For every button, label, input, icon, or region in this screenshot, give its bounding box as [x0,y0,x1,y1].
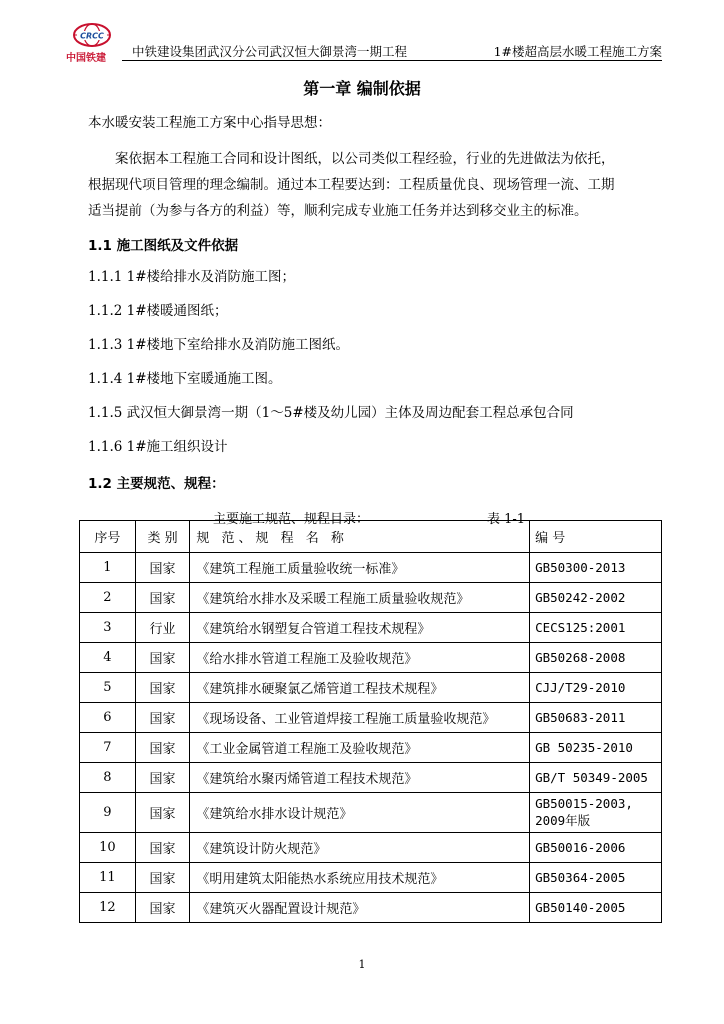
cell-no: 6 [80,703,136,733]
cell-code: GB 50235-2010 [530,733,662,763]
cell-category: 国家 [135,733,190,763]
cell-no: 1 [80,553,136,583]
cell-no: 2 [80,583,136,613]
table-row [80,613,662,643]
header-name: 规 范、规 程 名 称 [190,521,530,553]
cell-code: GB/T 50349-2005 [530,763,662,793]
table-row [80,643,662,673]
cell-category: 国家 [135,763,190,793]
list-item: 1.1.3 1#楼地下室给排水及消防施工图纸。 [88,337,350,353]
body-line-1: 案依据本工程施工合同和设计图纸，以公司类似工程经验，行业的先进做法为依托， [115,151,615,167]
cell-category: 国家 [135,583,190,613]
cell-no: 12 [80,893,136,923]
table-row [80,583,662,613]
cell-category: 国家 [135,673,190,703]
standards-table [79,520,662,923]
section-heading-1-2: 1.2 主要规范、规程： [88,476,225,492]
cell-category: 国家 [135,863,190,893]
cell-no: 3 [80,613,136,643]
list-item: 1.1.2 1#楼暖通图纸； [88,303,228,319]
cell-name: 《建筑设计防火规范》 [190,833,530,863]
page-header [66,22,662,62]
table-caption: 主要施工规范、规程目录： [213,512,370,527]
cell-name: 《建筑给水排水设计规范》 [190,793,530,833]
cell-code: GB50015-2003, 2009年版 [530,793,662,833]
cell-no: 4 [80,643,136,673]
cell-name: 《建筑排水硬聚氯乙烯管道工程技术规程》 [190,673,530,703]
list-item: 1.1.6 1#施工组织设计 [88,439,228,455]
cell-code: GB50242-2002 [530,583,662,613]
cell-name: 《建筑工程施工质量验收统一标准》 [190,553,530,583]
cell-code: CJJ/T29-2010 [530,673,662,703]
table-row [80,553,662,583]
cell-code: GB50683-2011 [530,703,662,733]
cell-code: CECS125:2001 [530,613,662,643]
cell-no: 8 [80,763,136,793]
cell-category: 国家 [135,893,190,923]
chapter-title: 第一章 编制依据 [303,79,421,98]
cell-code: GB50140-2005 [530,893,662,923]
cell-code: GB50016-2006 [530,833,662,863]
table-header-row [80,521,662,553]
cell-code: GB50364-2005 [530,863,662,893]
cell-code: GB50268-2008 [530,643,662,673]
list-item: 1.1.1 1#楼给排水及消防施工图； [88,269,296,285]
table-row [80,893,662,923]
cell-category: 行业 [135,613,190,643]
table-row [80,793,662,833]
header-document-title: 1#楼超高层水暖工程施工方案 [493,44,662,59]
cell-code-line-2: 2009年版 [535,813,591,828]
table-row [80,833,662,863]
cell-name: 《现场设备、工业管道焊接工程施工质量验收规范》 [190,703,530,733]
cell-no: 9 [80,793,136,833]
body-line-2: 根据现代项目管理的理念编制。通过本工程要达到：工程质量优良、现场管理一流、工期 [88,177,615,193]
table-row [80,703,662,733]
cell-no: 10 [80,833,136,863]
table-row [80,673,662,703]
table-row [80,863,662,893]
cell-name: 《建筑给水排水及采暖工程施工质量验收规范》 [190,583,530,613]
table-row [80,733,662,763]
cell-name: 《建筑给水钢塑复合管道工程技术规程》 [190,613,530,643]
header-category: 类 别 [135,521,190,553]
cell-name: 《明用建筑太阳能热水系统应用技术规范》 [190,863,530,893]
cell-name: 《给水排水管道工程施工及验收规范》 [190,643,530,673]
cell-category: 国家 [135,793,190,833]
cell-name: 《建筑给水聚丙烯管道工程技术规范》 [190,763,530,793]
cell-category: 国家 [135,703,190,733]
cell-category: 国家 [135,643,190,673]
cell-category: 国家 [135,553,190,583]
cell-no: 11 [80,863,136,893]
cell-no: 5 [80,673,136,703]
header-no: 序号 [80,521,136,553]
cell-name: 《建筑灭火器配置设计规范》 [190,893,530,923]
list-item: 1.1.4 1#楼地下室暖通施工图。 [88,371,282,387]
header-project-title: 中铁建设集团武汉分公司武汉恒大御景湾一期工程 [132,44,408,59]
crcc-logo [66,22,118,62]
page-number: 1 [358,958,366,971]
body-line-3: 适当提前（为参与各方的利益）等，顺利完成专业施工任务并达到移交业主的标准。 [88,203,588,219]
crcc-globe-icon [66,22,118,50]
header-code: 编 号 [530,521,662,553]
list-item: 1.1.5 武汉恒大御景湾一期（1～5#楼及幼儿园）主体及周边配套工程总承包合同 [88,405,574,421]
table-number: 表 1-1 [487,512,526,527]
logo-text: 中国铁建 [66,53,106,64]
header-divider [122,60,662,61]
table-row [80,763,662,793]
intro-paragraph: 本水暖安装工程施工方案中心指导思想： [88,115,331,131]
cell-category: 国家 [135,833,190,863]
cell-code: GB50300-2013 [530,553,662,583]
logo-mark-text: CRCC [80,31,104,41]
section-heading-1-1: 1.1 施工图纸及文件依据 [88,238,239,254]
cell-name: 《工业金属管道工程施工及验收规范》 [190,733,530,763]
cell-no: 7 [80,733,136,763]
